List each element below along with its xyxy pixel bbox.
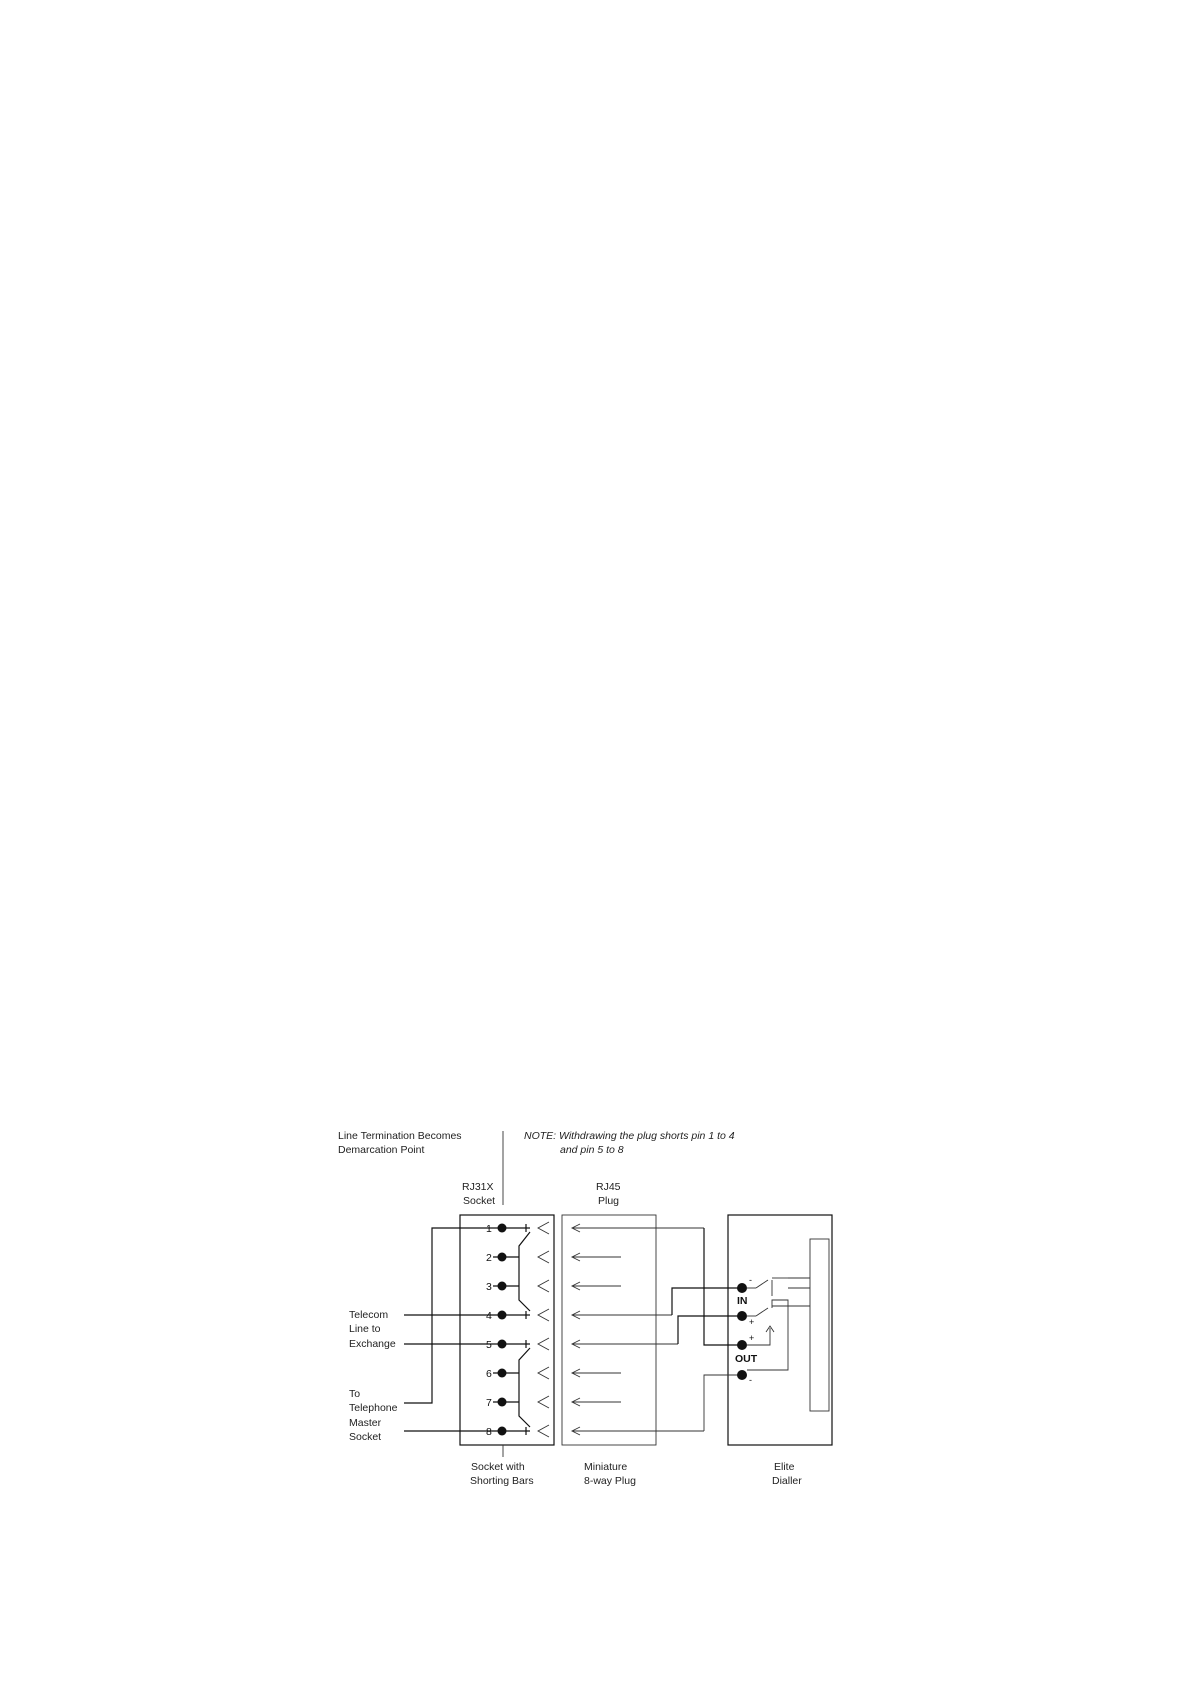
telephone-label-4: Socket bbox=[349, 1431, 382, 1443]
rj45-label: RJ45 bbox=[596, 1181, 621, 1193]
out-label: OUT bbox=[735, 1353, 758, 1365]
note-line-1: NOTE: Withdrawing the plug shorts pin 1 to 4 bbox=[524, 1130, 735, 1142]
telephone-label-3: Master bbox=[349, 1417, 382, 1429]
terminal-in-minus bbox=[737, 1283, 747, 1293]
dialler-bottom-label-1: Elite bbox=[774, 1461, 795, 1473]
pin-dot-2 bbox=[498, 1253, 507, 1262]
pin-row-1 bbox=[486, 1222, 549, 1235]
socket-contact-6 bbox=[538, 1367, 549, 1379]
in-label: IN bbox=[737, 1295, 748, 1307]
telecom-label-2: Line to bbox=[349, 1323, 381, 1335]
pin-row-8 bbox=[486, 1425, 549, 1438]
socket-contact-7 bbox=[538, 1396, 549, 1408]
socket-contact-8 bbox=[538, 1425, 549, 1437]
socket-contact-2 bbox=[538, 1251, 549, 1263]
socket-bottom-label-2: Shorting Bars bbox=[470, 1475, 534, 1487]
telephone-label-1: To bbox=[349, 1388, 361, 1400]
dialler-box bbox=[728, 1215, 832, 1445]
pin-dot-3 bbox=[498, 1282, 507, 1291]
pin-dot-6 bbox=[498, 1369, 507, 1378]
note-line-2: and pin 5 to 8 bbox=[560, 1144, 624, 1156]
wire-pin1-to-out-plus bbox=[704, 1228, 742, 1345]
pin-row-6 bbox=[486, 1367, 549, 1380]
pin-dot-5 bbox=[498, 1340, 507, 1349]
pin-row-5 bbox=[486, 1338, 549, 1351]
pin-row-4 bbox=[486, 1309, 549, 1322]
dialler-terminals bbox=[735, 1275, 758, 1385]
pin-label-6: 6 bbox=[486, 1368, 492, 1380]
pin-row-3 bbox=[486, 1280, 549, 1293]
rj45-plug-label: Plug bbox=[598, 1195, 620, 1207]
socket-pins bbox=[486, 1222, 549, 1438]
terminal-sign-2: + bbox=[749, 1317, 755, 1327]
socket-bottom-label-1: Socket with bbox=[471, 1461, 525, 1473]
dialler-bottom-label-2: Dialler bbox=[772, 1475, 802, 1487]
rj31x-label: RJ31X bbox=[462, 1181, 494, 1193]
plug-arrows bbox=[572, 1224, 704, 1435]
pin-dot-4 bbox=[498, 1311, 507, 1320]
telecom-label-1: Telecom bbox=[349, 1309, 389, 1321]
rj31x-socket-label: Socket bbox=[463, 1195, 496, 1207]
terminal-sign-3: + bbox=[749, 1333, 755, 1343]
telephone-label-2: Telephone bbox=[349, 1402, 398, 1414]
pin-label-4: 4 bbox=[486, 1310, 492, 1322]
socket-contact-3 bbox=[538, 1280, 549, 1292]
wire-pin4-to-in-minus bbox=[672, 1288, 742, 1315]
line-termination-label-2: Demarcation Point bbox=[338, 1144, 425, 1156]
pin-label-5: 5 bbox=[486, 1339, 492, 1351]
pin-dot-7 bbox=[498, 1398, 507, 1407]
socket-contact-1 bbox=[538, 1222, 549, 1234]
terminal-in-plus bbox=[737, 1311, 747, 1321]
wire-pin8-to-out-minus bbox=[704, 1375, 742, 1431]
terminal-sign-4: - bbox=[749, 1375, 752, 1385]
terminal-sign-1: - bbox=[749, 1275, 752, 1285]
plug-bottom-label-1: Miniature bbox=[584, 1461, 628, 1473]
dialler-inner-bar bbox=[810, 1239, 829, 1411]
shorting-bar-1-4 bbox=[519, 1232, 530, 1311]
pin-dot-1 bbox=[498, 1224, 507, 1233]
socket-contact-4 bbox=[538, 1309, 549, 1321]
terminal-out-minus bbox=[737, 1370, 747, 1380]
rj45-plug-box bbox=[562, 1215, 656, 1445]
terminal-out-plus bbox=[737, 1340, 747, 1350]
plug-bottom-label-2: 8-way Plug bbox=[584, 1475, 636, 1487]
pin-label-8: 8 bbox=[486, 1426, 492, 1438]
line-termination-label-1: Line Termination Becomes bbox=[338, 1130, 462, 1142]
wire-pin5-to-in-plus bbox=[678, 1316, 742, 1344]
pin-label-7: 7 bbox=[486, 1397, 492, 1409]
shorting-bar-5-8 bbox=[519, 1348, 530, 1427]
pin-label-1: 1 bbox=[486, 1223, 492, 1235]
pin-label-3: 3 bbox=[486, 1281, 492, 1293]
pin-row-2 bbox=[486, 1251, 549, 1264]
telecom-label-3: Exchange bbox=[349, 1338, 396, 1350]
socket-contact-5 bbox=[538, 1338, 549, 1350]
pin-label-2: 2 bbox=[486, 1252, 492, 1264]
pin-row-7 bbox=[486, 1396, 549, 1409]
pin-dot-8 bbox=[498, 1427, 507, 1436]
rj31x-socket-box bbox=[460, 1215, 554, 1445]
